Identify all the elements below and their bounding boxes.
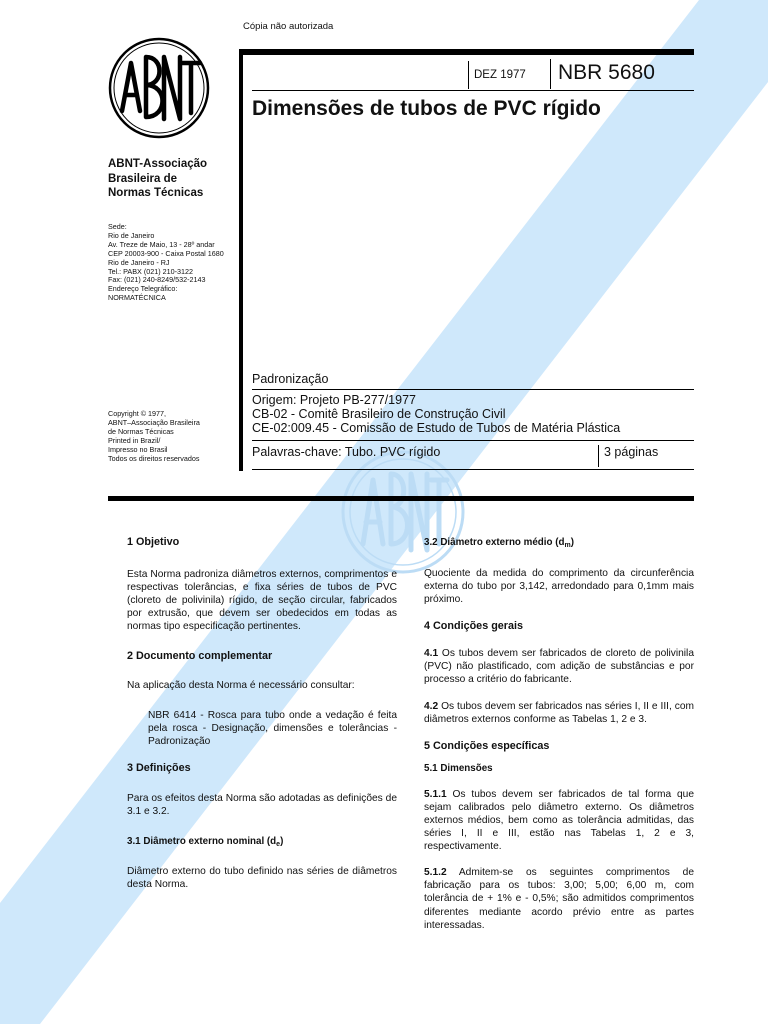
- paragraph: Para os efeitos desta Norma são adotadas as definições de 3.1 e 3.2.: [127, 792, 397, 817]
- clause-number: 4.1: [424, 648, 439, 660]
- paragraph: [424, 788, 694, 853]
- abnt-logo: [108, 37, 210, 139]
- paragraph: Esta Norma padroniza diâmetros externos, comprimentos e respectivas tolerâncias, e fixa séries de tubos de PVC (cloreto de polivinila) rígido, de seção circular, fabricados por extrusão, que devem ser obedecidos em todas as normas tipo especificação pertinentes.: [127, 569, 397, 633]
- clause-text: Os tubos devem ser fabricados nas séries I, II e III, com diâmetros externos conforme as Tabelas 1, 2 e 3.: [424, 700, 694, 725]
- section-heading: 3 Definições: [127, 761, 191, 774]
- paragraph: [424, 866, 694, 931]
- keywords-rule: [252, 469, 694, 470]
- keywords: Palavras-chave: Tubo. PVC rígido: [252, 445, 441, 459]
- header-frame-left-rule: [239, 49, 243, 471]
- copyright-line: ABNT–Associação Brasileira: [108, 417, 200, 427]
- address-line: Sede:: [108, 222, 127, 231]
- clause-number: 5.1.1: [424, 788, 447, 800]
- body-left-column: [127, 536, 397, 891]
- subsection-heading: [424, 536, 694, 552]
- document-category: Padronização: [252, 372, 329, 386]
- clause-text: Os tubos devem ser fabricados de tal forma que sejam calibrados pelo diâmetro externo. Os diâmetros externos médios, bem como as tolerância admitidas, das séries I, II e III, estão nas Tabelas 1, 2 e 3, respectivamente.: [424, 788, 694, 853]
- publication-date: DEZ 1977: [474, 69, 526, 81]
- origin-line: CB-02 - Comitê Brasileiro de Construção Civil: [252, 407, 506, 422]
- document-title: Dimensões de tubos de PVC rígido: [252, 97, 601, 120]
- origin-line: CE-02:009.45 - Comissão de Estudo de Tubos de Matéria Plástica: [252, 421, 621, 436]
- page-count: 3 páginas: [604, 445, 659, 459]
- category-rule: [252, 389, 694, 390]
- organization-name: [108, 157, 248, 201]
- paragraph: [424, 700, 694, 726]
- heading-close: ): [280, 836, 284, 848]
- address-line: CEP 20003-900 - Caixa Postal 1680: [108, 248, 224, 258]
- address-line: Rio de Janeiro - RJ: [108, 257, 170, 267]
- org-name-line: Normas Técnicas: [108, 187, 204, 199]
- org-name-line: ABNT-Associação: [108, 158, 208, 170]
- address-line: Rio de Janeiro: [108, 230, 155, 240]
- clause-text: Admitem-se os seguintes comprimentos de fabricação para os tubos: 3,00; 5,00; 6,00 m, com tolerância de + 1% e - 0,5%; são admitidos comprimentos diferentes mediante acordo prévio entre as partes interessadas.: [424, 867, 694, 931]
- paragraph: Quociente da medida do comprimento da circunferência externa do tubo por 3,142, arredondado para 0,1mm mais próximo.: [424, 568, 694, 606]
- subscript: m: [564, 542, 571, 549]
- copyright-line: Printed in Brazil/: [108, 435, 161, 445]
- clause-text: Os tubos devem ser fabricados de cloreto de polivinila (PVC) não plastificado, com adição de substâncias e por processo a critério do fabricante.: [424, 648, 694, 686]
- heading-text: 3.1 Diâmetro externo nominal (d: [127, 836, 277, 848]
- copyright-line: Copyright © 1977,: [108, 409, 167, 418]
- body-top-rule: [108, 496, 694, 501]
- organization-address: [108, 223, 268, 303]
- header-frame-top-rule: [239, 49, 694, 55]
- date-separator: [468, 61, 469, 89]
- paragraph: [424, 647, 694, 686]
- address-line: NORMATÉCNICA: [108, 293, 166, 303]
- origin-block: [252, 393, 694, 436]
- org-name-line: Brasileira de: [108, 172, 178, 185]
- clause-number: 4.2: [424, 700, 439, 712]
- standard-separator: [550, 59, 551, 89]
- address-line: Tel.: PABX (021) 210-3122: [108, 266, 193, 276]
- address-line: Endereço Telegráfico:: [108, 284, 178, 294]
- address-line: Av. Treze de Maio, 13 - 28º andar: [108, 239, 215, 249]
- paragraph: Diâmetro externo do tubo definido nas séries de diâmetros desta Norma.: [127, 866, 397, 891]
- subsection-heading: 5.1 Dimensões: [424, 762, 493, 774]
- section-heading: 5 Condições específicas: [424, 739, 550, 752]
- address-line: Fax: (021) 240-8249/532-2143: [108, 275, 206, 285]
- section-heading: 4 Condições gerais: [424, 620, 524, 633]
- copyright-line: Todos os direitos reservados: [108, 453, 200, 463]
- copyright-line: de Normas Técnicas: [108, 426, 174, 436]
- clause-number: 5.1.2: [424, 867, 447, 879]
- pages-separator: [598, 445, 599, 467]
- origin-rule: [252, 440, 694, 441]
- subscript: e: [276, 841, 281, 849]
- reference-item: NBR 6414 - Rosca para tubo onde a vedação é feita pela rosca - Designação, dimensões e tolerâncias - Padronização: [148, 709, 397, 747]
- heading-text: 3.2 Diâmetro externo médio (d: [424, 537, 565, 548]
- section-heading: 1 Objetivo: [127, 536, 180, 548]
- copyright-line: Impresso no Brasil: [108, 444, 168, 454]
- standard-number: NBR 5680: [558, 61, 655, 84]
- paragraph: Na aplicação desta Norma é necessário consultar:: [127, 680, 355, 692]
- heading-close: ): [570, 537, 574, 548]
- title-rule: [252, 90, 694, 91]
- body-right-column: [424, 536, 694, 932]
- subsection-heading: [127, 835, 397, 851]
- section-heading: 2 Documento complementar: [127, 650, 273, 663]
- origin-line: Origem: Projeto PB-277/1977: [252, 393, 416, 407]
- copyright-block: [108, 410, 238, 463]
- copy-notice: Cópia não autorizada: [243, 21, 334, 32]
